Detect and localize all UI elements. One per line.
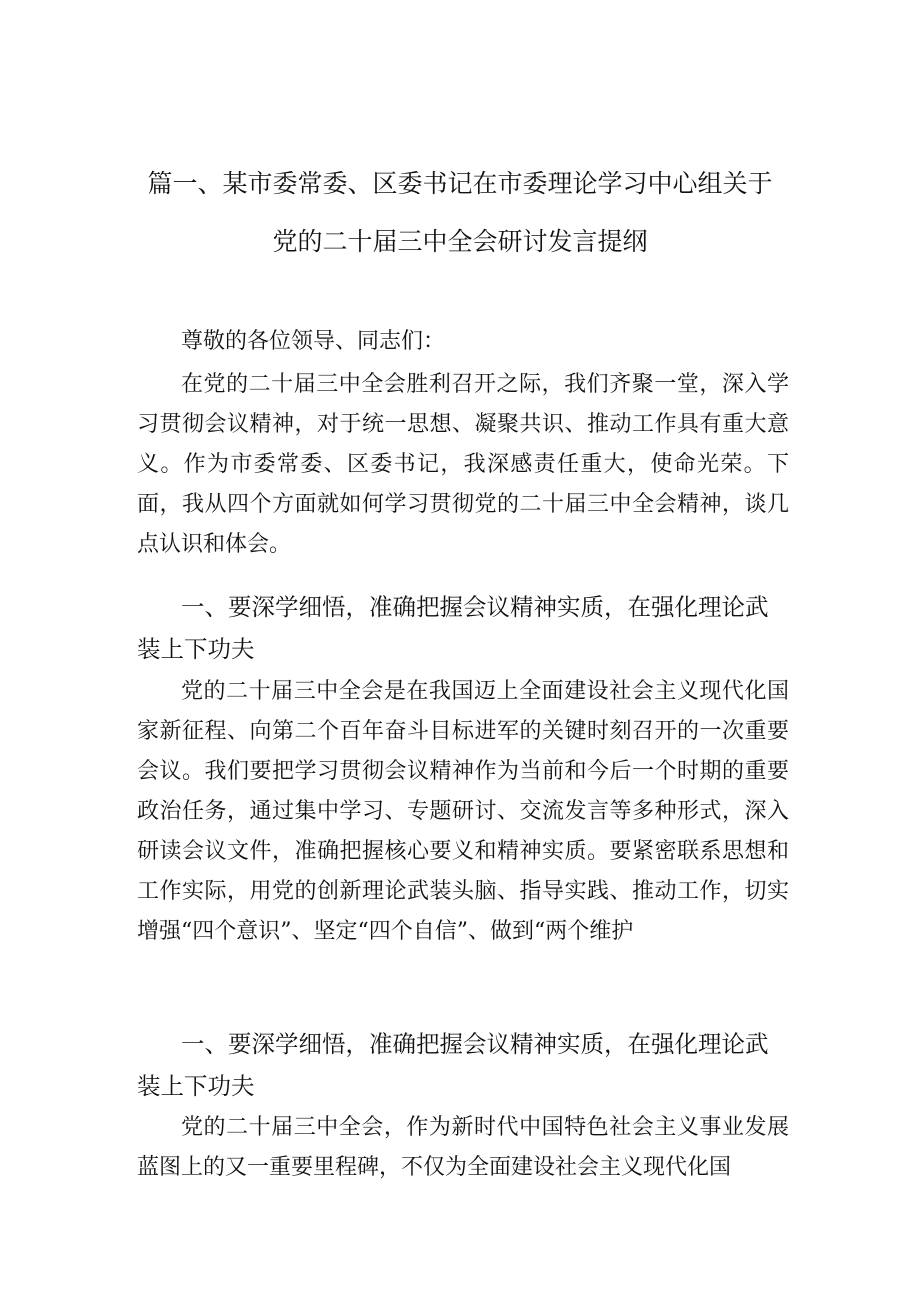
intro-paragraph: 在党的二十届三中全会胜利召开之际，我们齐聚一堂，深入学习贯彻会议精神，对于统一思想、凝聚共识、推动工作具有重大意义。作为市委常委、区委书记，我深感责任重大，使命光荣。下面，我从四个方面就如何学习贯彻党的二十届三中全会精神，谈几点认识和体会。	[137, 372, 789, 557]
document-title-line-2: 党的二十届三中全会研讨发言提纲	[272, 227, 648, 256]
section-2-paragraph: 党的二十届三中全会，作为新时代中国特色社会主义事业发展蓝图上的又一重要里程碑，不仅为全面建设社会主义现代化国	[137, 1115, 789, 1180]
greeting-paragraph: 尊敬的各位领导、同志们：	[181, 329, 446, 354]
section-heading-2: 一、要深学细悟，准确把握会议精神实质，在强化理论武装上下功夫	[137, 1030, 769, 1100]
section-1-paragraph: 党的二十届三中全会是在我国迈上全面建设社会主义现代化国家新征程、向第二个百年奋斗目标进军的关键时刻召开的一次重要会议。我们要把学习贯彻会议精神作为当前和今后一个时期的重要政治任务，通过集中学习、专题研讨、交流发言等多种形式，深入研读会议文件，准确把握核心要义和精神实质。要紧密联系思想和工作实际，用党的创新理论武装头脑、指导实践、推动工作，切实增强“四个意识”、坚定“四个自信”、做到“两个维护	[137, 679, 789, 944]
section-heading-1: 一、要深学细悟，准确把握会议精神实质，在强化理论武装上下功夫	[137, 593, 769, 663]
document-title-line-1: 篇一、某市委常委、区委书记在市委理论学习中心组关于	[147, 169, 773, 198]
